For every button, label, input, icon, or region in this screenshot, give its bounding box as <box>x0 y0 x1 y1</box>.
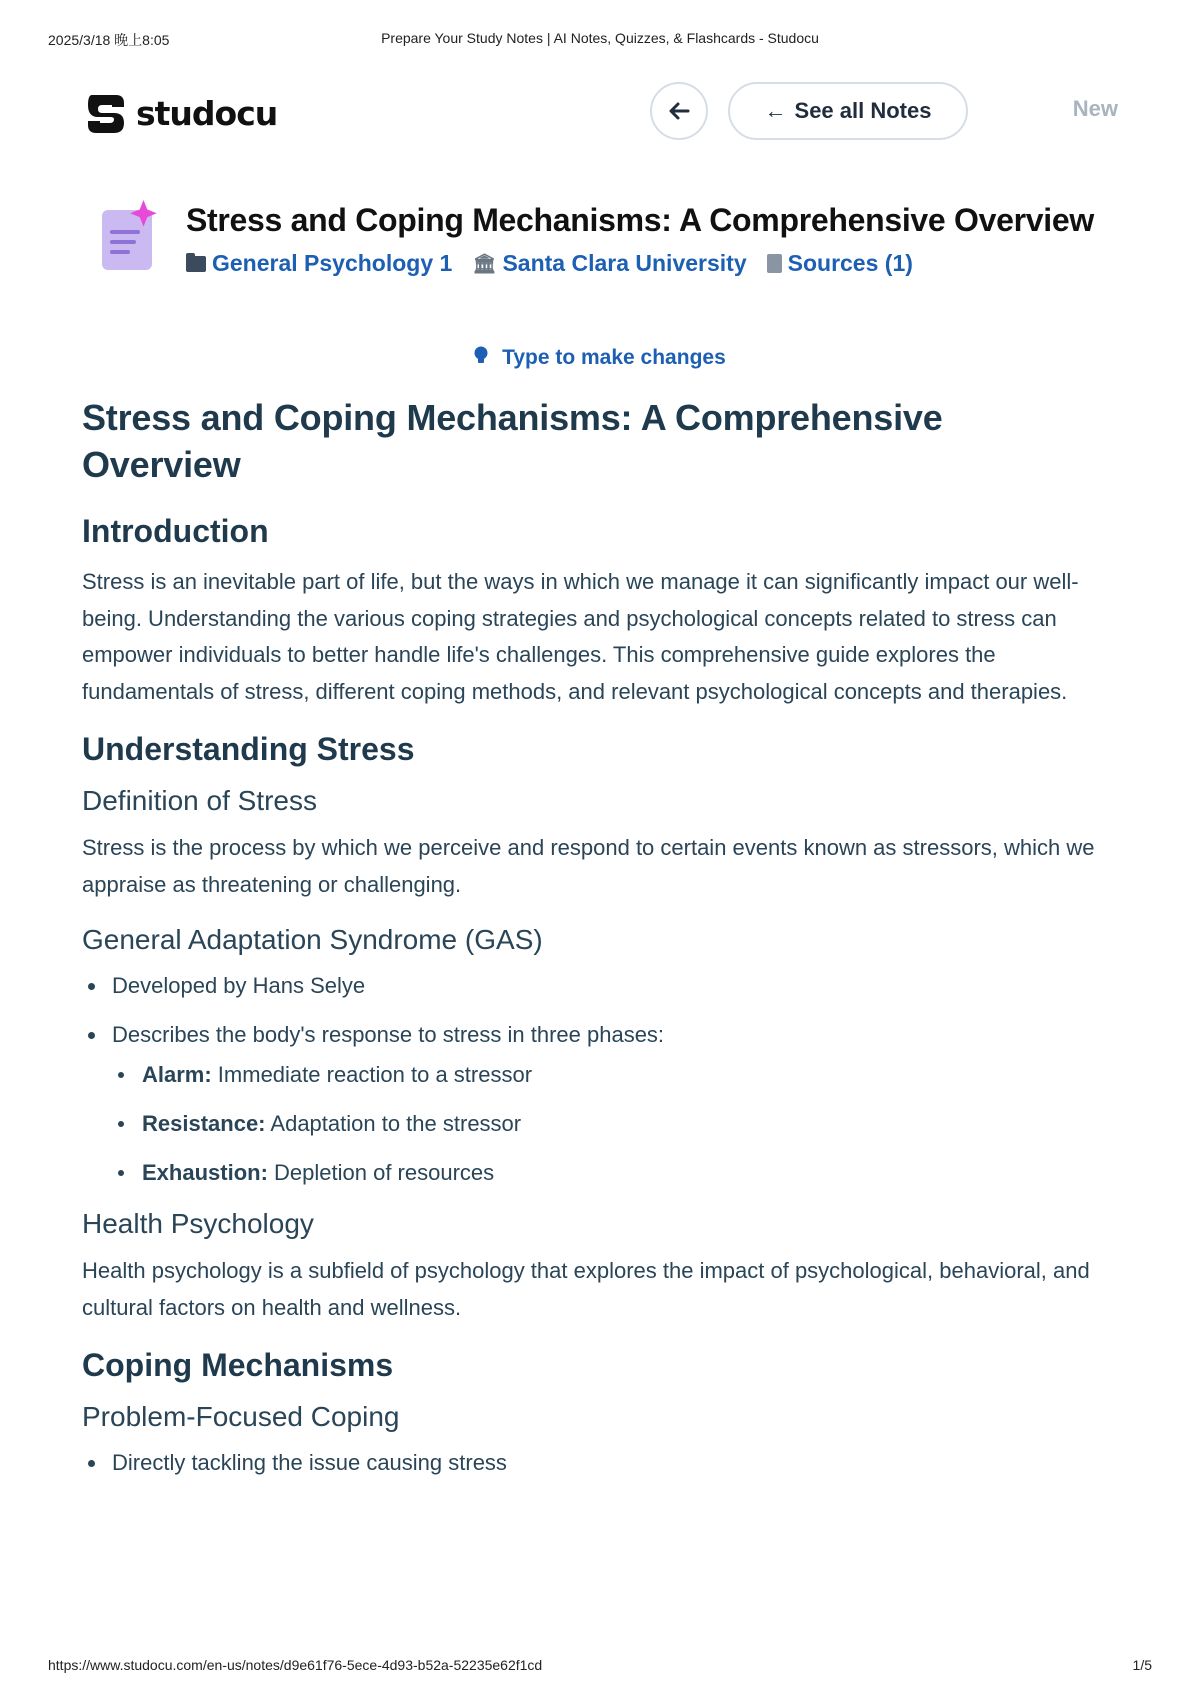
print-url: https://www.studocu.com/en-us/notes/d9e61f76-5ece-4d93-b52a-52235e62f1cd <box>48 1657 543 1673</box>
new-button[interactable]: New <box>1072 96 1118 121</box>
lightbulb-icon <box>474 346 488 366</box>
sources-link[interactable] <box>767 250 913 277</box>
document-meta <box>186 250 933 277</box>
phase-term: Resistance: <box>142 1111 266 1136</box>
top-navigation-bar <box>82 80 1118 146</box>
list-item: Developed by Hans Selye <box>112 969 1104 1003</box>
logo-text: studocu <box>136 93 278 133</box>
understanding-stress-heading: Understanding Stress <box>82 731 415 767</box>
arrow-left-icon <box>668 100 690 122</box>
introduction-heading: Introduction <box>82 513 269 549</box>
phase-description: Adaptation to the stressor <box>265 1111 522 1136</box>
list-item-text: Describes the body's response to stress in three phases: <box>112 1022 665 1047</box>
list-item: Directly tackling the issue causing stress <box>112 1446 1104 1480</box>
introduction-paragraph: Stress is an inevitable part of life, but the ways in which we manage it can significantly impact our well-being. Understanding the various coping strategies and psychological concepts related to stress can empower individuals to better handle life's challenges. This comprehensive guide explores the fundamentals of stress, different coping methods, and relevant psychological concepts and therapies. <box>82 569 1079 704</box>
note-content[interactable] <box>82 394 1104 1495</box>
list-item <box>142 1156 1104 1190</box>
back-button[interactable] <box>650 82 708 140</box>
gas-list <box>82 969 1104 1190</box>
note-title-heading: Stress and Coping Mechanisms: A Comprehensive Overview <box>82 397 943 485</box>
see-all-notes-label: See all Notes <box>794 98 932 123</box>
sources-label: Sources (1) <box>787 250 913 276</box>
phase-term: Exhaustion: <box>142 1160 268 1185</box>
print-header <box>48 30 1152 52</box>
studocu-logo-icon <box>82 89 130 137</box>
document-title: Stress and Coping Mechanisms: A Comprehensive Overview <box>186 202 1094 238</box>
studocu-logo[interactable] <box>82 88 277 138</box>
phase-description: Immediate reaction to a stressor <box>211 1062 533 1087</box>
list-item <box>142 1058 1104 1092</box>
university-link[interactable] <box>472 250 746 277</box>
see-all-notes-button[interactable] <box>728 82 968 140</box>
problem-focused-heading: Problem-Focused Coping <box>82 1401 400 1432</box>
health-psychology-heading: Health Psychology <box>82 1208 314 1239</box>
file-icon <box>767 254 782 273</box>
gas-heading: General Adaptation Syndrome (GAS) <box>82 924 543 955</box>
gas-phases-list <box>112 1058 1104 1190</box>
print-page-title: Prepare Your Study Notes | AI Notes, Quizzes, & Flashcards - Studocu <box>381 30 819 46</box>
university-icon: 🏛 <box>472 253 497 275</box>
phase-description: Depletion of resources <box>267 1160 495 1185</box>
edit-hint <box>0 346 1200 370</box>
phase-term: Alarm: <box>142 1062 212 1087</box>
document-header <box>96 186 1118 286</box>
university-name: Santa Clara University <box>502 250 747 276</box>
course-name: General Psychology 1 <box>212 250 453 276</box>
arrow-left-icon: ← <box>764 98 787 123</box>
coping-mechanisms-heading: Coping Mechanisms <box>82 1347 394 1383</box>
course-link[interactable] <box>186 250 452 277</box>
print-page-number: 1/5 <box>1132 1657 1152 1673</box>
definition-heading: Definition of Stress <box>82 785 317 816</box>
problem-focused-list <box>82 1446 1104 1480</box>
list-item <box>112 1018 1104 1190</box>
health-psychology-paragraph: Health psychology is a subfield of psychology that explores the impact of psychological, behavioral, and cultural factors on health and wellness. <box>82 1258 1090 1320</box>
definition-paragraph: Stress is the process by which we perceive and respond to certain events known as stressors, which we appraise as threatening or challenging. <box>82 835 1095 897</box>
ai-notes-document-icon <box>100 200 160 272</box>
edit-hint-text: Type to make changes <box>502 346 726 369</box>
list-item <box>142 1107 1104 1141</box>
print-date: 2025/3/18 晚上8:05 <box>48 32 170 48</box>
folder-icon <box>186 256 206 272</box>
